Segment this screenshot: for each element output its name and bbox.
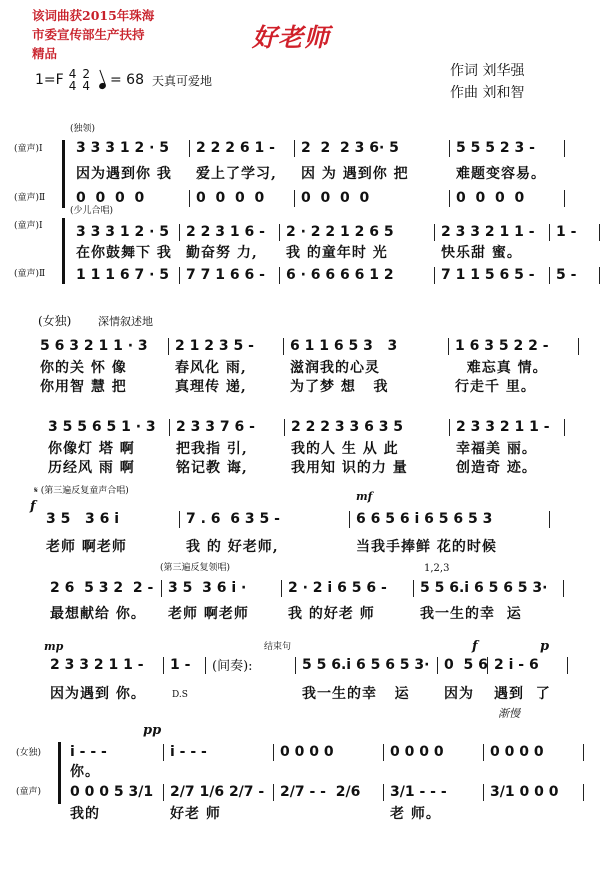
lyrics-row-measure: 勤奋努 力, xyxy=(186,245,258,261)
lyrics-row-measure: 春风化 雨, xyxy=(175,360,247,376)
lower-voice-row-measure: 6 · 6 6 6 6 1 2 xyxy=(280,267,435,284)
female-label: (女独) xyxy=(16,748,42,758)
lyrics-row-measure: 历经风 雨 啊 xyxy=(48,460,135,476)
lyrics-row-measure: 行走千 里。 xyxy=(455,379,536,395)
lyrics-row-measure: 我一生的幸 运 xyxy=(420,606,522,622)
notes-row-measure: 2 6 5 3 2 2 - xyxy=(44,580,162,597)
lower-lyrics-row-measure: 老 师。 xyxy=(390,806,441,822)
notes-row-measure: 2 · 2 i 6 5 6 - xyxy=(282,580,414,597)
lyrics-row-measure xyxy=(164,764,274,781)
lower-voice-row xyxy=(70,190,565,207)
credits xyxy=(450,60,524,104)
lower-voice-row-measure: 0 0 0 0 xyxy=(190,190,295,207)
lyrics-row-measure: 幸福美 丽。 xyxy=(456,441,537,457)
lyrics-row-measure: 最想献给 你。 xyxy=(50,606,146,622)
notes-row-measure: 3 3 3 1 2 · 5 xyxy=(70,224,180,241)
lyrics-row-measure: 爱上了学习, xyxy=(196,166,277,182)
notes-row-measure: 5 5 6.i 6 5 6 5 3· xyxy=(296,657,438,674)
notes-row xyxy=(70,224,600,241)
song-title: 好老师 xyxy=(252,23,331,52)
key-signature xyxy=(35,68,212,92)
dynamic-p: p xyxy=(540,639,550,654)
lyrics-row-measure: 我用知 识的力 量 xyxy=(291,460,408,476)
lyrics-row xyxy=(44,686,568,703)
lower-lyrics-row xyxy=(64,806,584,823)
lower-voice-row-measure: 2/7 - - 2/6 xyxy=(274,784,384,801)
lyrics-row-measure: 真理传 递, xyxy=(175,379,247,395)
voice1-label: (童声)Ⅰ xyxy=(14,221,43,231)
lyrics-row-measure xyxy=(206,686,296,703)
award-note xyxy=(32,6,154,63)
dynamic-mp: mp xyxy=(44,640,64,653)
lyrics-row-measure: 我 的 好老师, xyxy=(186,539,279,555)
lyrics-row-measure: 因为遇到你 我 xyxy=(76,166,172,182)
ds-label: D.S xyxy=(172,690,188,700)
notes-row-measure: 0 5 6 xyxy=(438,657,488,674)
notes-row-measure: 5 5 6.i 6 5 6 5 3· xyxy=(414,580,564,597)
notes-row-measure: 5 6 3 2 1 1 · 3 xyxy=(34,338,169,355)
composer: 作曲 刘和智 xyxy=(450,85,525,101)
lyrics-row-measure: 我一生的幸 运 xyxy=(302,686,410,702)
lyrics-row-measure xyxy=(274,764,384,781)
lyrics-row-measure: 因为 xyxy=(444,686,474,702)
lyrics-row-measure: 我 的好老 师 xyxy=(288,606,375,622)
segno-note: 𝄋 (第三遍反复童声合唱) xyxy=(34,486,129,496)
quarter-note-icon xyxy=(98,82,107,90)
system-brace xyxy=(62,218,65,284)
lyrics-row-measure: 我的人 生 从 此 xyxy=(291,441,399,457)
dynamic-mf: mf xyxy=(356,490,373,503)
lower-lyrics-row-measure: 我的 xyxy=(70,806,100,822)
notes-row xyxy=(70,140,565,157)
notes-row-measure: 7 . 6 6 3 5 - xyxy=(180,511,350,528)
interlude-label: (间奏): xyxy=(212,659,253,674)
volta-label: 1,2,3 xyxy=(424,563,450,574)
lyrics-row xyxy=(40,539,550,556)
notes-row-measure: 1 6 3 5 2 2 - xyxy=(449,338,579,355)
lyrics-row-measure: 老师 啊老师 xyxy=(46,539,127,555)
notes-row-measure: 0 0 0 0 xyxy=(484,744,584,761)
lower-voice-row-measure: 7 7 1 6 6 - xyxy=(180,267,280,284)
lyrics-row-measure: 遇到 了 xyxy=(494,686,551,702)
female-solo-label: (女独) xyxy=(38,314,72,328)
lower-voice-row-measure: 1 1 1 6 7 · 5 xyxy=(70,267,180,284)
lower-voice-row-measure: 3/1 0 0 0 xyxy=(484,784,584,801)
notes-row xyxy=(44,657,568,674)
lyrics-row-measure: 你的关 怀 像 xyxy=(40,360,127,376)
lyrics-row-measure: 你像灯 塔 啊 xyxy=(48,441,135,457)
system-brace xyxy=(62,140,65,208)
award-note-line: 精品 xyxy=(32,46,58,61)
notes-row-measure: 2 i - 6 xyxy=(488,657,568,674)
time-bottom: 4 xyxy=(68,79,77,93)
notes-row-measure: 2 3 3 2 1 1 - xyxy=(44,657,164,674)
award-note-line: 市委宣传部生产扶持 xyxy=(32,27,145,42)
lyrics-row-measure: 滋润我的心灵 xyxy=(290,360,380,376)
lyrics-row-measure: 你用智 慧 把 xyxy=(40,379,127,395)
lyrics-row xyxy=(34,379,579,396)
lower-voice-row-measure: 0 0 0 0 xyxy=(295,190,450,207)
lyrics-row-measure: 把我指 引, xyxy=(176,441,248,457)
notes-row-measure: 0 0 0 0 xyxy=(384,744,484,761)
lower-voice-row-measure: 0 0 0 0 xyxy=(450,190,565,207)
lyrics-row xyxy=(34,360,579,377)
lower-voice-row-measure: 5 - xyxy=(550,267,600,284)
notes-row-measure: 2 2 2 3 3 6 3 5 xyxy=(285,419,450,436)
time-bottom: 4 xyxy=(82,79,90,93)
solo-lead-label: (独领) xyxy=(70,124,96,134)
notes-row-measure: 2 2 2 6 1 - xyxy=(190,140,295,157)
lyrics-row-measure: 老师 啊老师 xyxy=(168,606,249,622)
lyrics-row-measure: 因为遇到 你。 xyxy=(50,686,146,702)
lyrics-row xyxy=(70,166,565,183)
notes-row-measure: 2 3 3 2 1 1 - xyxy=(435,224,550,241)
notes-row-measure: 2 1 2 3 5 - xyxy=(169,338,284,355)
time-top: 2 xyxy=(82,67,90,81)
lyrics-row xyxy=(42,460,565,477)
lyrics-row-measure: 在你鼓舞下 我 xyxy=(76,245,172,261)
tempo: = 68 xyxy=(109,72,144,88)
notes-row-measure: 1 - xyxy=(550,224,600,241)
lyrics-row-measure: 创造奇 迹。 xyxy=(456,460,537,476)
lower-voice-row xyxy=(64,784,584,801)
children-label: (童声) xyxy=(16,787,42,797)
notes-row-measure: 3 5 3 6 i · xyxy=(162,580,282,597)
lyrics-row-measure xyxy=(484,764,584,781)
system-brace xyxy=(58,742,61,804)
notes-row-measure: 0 0 0 0 xyxy=(274,744,384,761)
notes-row xyxy=(40,511,550,528)
lyrics-row-measure xyxy=(550,245,600,262)
children-choir-label: (少儿合唱) xyxy=(70,206,114,216)
lower-voice-row-measure: 3/1 - - - xyxy=(384,784,484,801)
lower-voice-row-measure: 2/7 1/6 2/7 - xyxy=(164,784,274,801)
lyrics-row-measure: 我 的童年时 光 xyxy=(286,245,388,261)
lyrics-row-measure xyxy=(384,764,484,781)
notes-row-measure: 6 1 1 6 5 3 3 xyxy=(284,338,449,355)
ending-label: 结束句 xyxy=(264,642,292,652)
voice2-label: (童声)Ⅱ xyxy=(14,269,46,279)
lower-lyrics-row-measure xyxy=(274,806,384,823)
lyrics-row-measure xyxy=(164,686,206,703)
notes-row-measure xyxy=(206,657,296,674)
notes-row-measure: 2 2 2 3 6· 5 xyxy=(295,140,450,157)
notes-row-measure: i - - - xyxy=(64,744,164,761)
notes-row-measure: 5 5 5 2 3 - xyxy=(450,140,565,157)
time-signature-2-4 xyxy=(82,68,90,92)
dynamic-f: f xyxy=(30,499,36,514)
notes-row-measure: 3 5 5 6 5 1 · 3 xyxy=(42,419,170,436)
lyrics-row-measure: 为了梦 想 我 xyxy=(290,379,389,395)
rit-label: 渐慢 xyxy=(498,707,520,720)
lower-voice-row-measure: 7 1 1 5 6 5 - xyxy=(435,267,550,284)
lower-voice-row-measure: 0 0 0 0 xyxy=(70,190,190,207)
notes-row-measure: 1 - xyxy=(164,657,206,674)
dynamic-f: f xyxy=(472,639,478,654)
lyrics-row xyxy=(64,764,584,781)
notes-row-measure: i - - - xyxy=(164,744,274,761)
lead-repeat-note: (第三遍反复领唱) xyxy=(160,563,231,573)
lyrics-row-measure: 当我手捧鲜 花的时候 xyxy=(356,539,497,555)
notes-row-measure: 3 3 3 1 2 · 5 xyxy=(70,140,190,157)
notes-row-measure: 6 6 5 6 i 6 5 6 5 3 xyxy=(350,511,550,528)
lower-voice-row-measure: 0 0 0 5 3/1 xyxy=(64,784,164,801)
notes-row xyxy=(44,580,564,597)
expression-label: 深情叙述地 xyxy=(98,315,153,328)
notes-row-measure: 3 5 3 6 i xyxy=(40,511,180,528)
lyrics-row xyxy=(42,441,565,458)
lyricist: 作词 刘华强 xyxy=(450,63,525,79)
notes-row xyxy=(42,419,565,436)
lyrics-row-measure: 快乐甜 蜜。 xyxy=(441,245,522,261)
notes-row-measure: 2 · 2 2 1 2 6 5 xyxy=(280,224,435,241)
notes-row xyxy=(64,744,584,761)
lyrics-row-measure: 你。 xyxy=(70,764,100,780)
award-note-line: 该词曲获2015年珠海 xyxy=(32,8,155,23)
lower-lyrics-row-measure: 好老 师 xyxy=(170,806,221,822)
lyrics-row-measure: 因 为 遇到你 把 xyxy=(301,166,409,182)
notes-row-measure: 2 3 3 7 6 - xyxy=(170,419,285,436)
expression: 天真可爱地 xyxy=(151,73,212,88)
lyrics-row xyxy=(44,606,564,623)
voice1-label: (童声)Ⅰ xyxy=(14,144,43,154)
time-signature-4-4 xyxy=(69,68,77,92)
lyrics-row-measure: 铭记教 诲, xyxy=(176,460,248,476)
lyrics-row-measure: 难忘真 情。 xyxy=(455,360,548,376)
lower-voice-row xyxy=(70,267,600,284)
notes-row-measure: 2 2 3 1 6 - xyxy=(180,224,280,241)
notes-row-measure: 2 3 3 2 1 1 - xyxy=(450,419,565,436)
voice2-label: (童声)Ⅱ xyxy=(14,193,46,203)
lyrics-row-measure: 难题变容易。 xyxy=(456,166,546,182)
key: 1=F xyxy=(35,72,64,88)
lower-lyrics-row-measure xyxy=(484,806,584,823)
dynamic-pp: pp xyxy=(143,723,162,738)
lyrics-row xyxy=(70,245,600,262)
notes-row xyxy=(34,338,579,355)
time-top: 4 xyxy=(68,67,77,81)
